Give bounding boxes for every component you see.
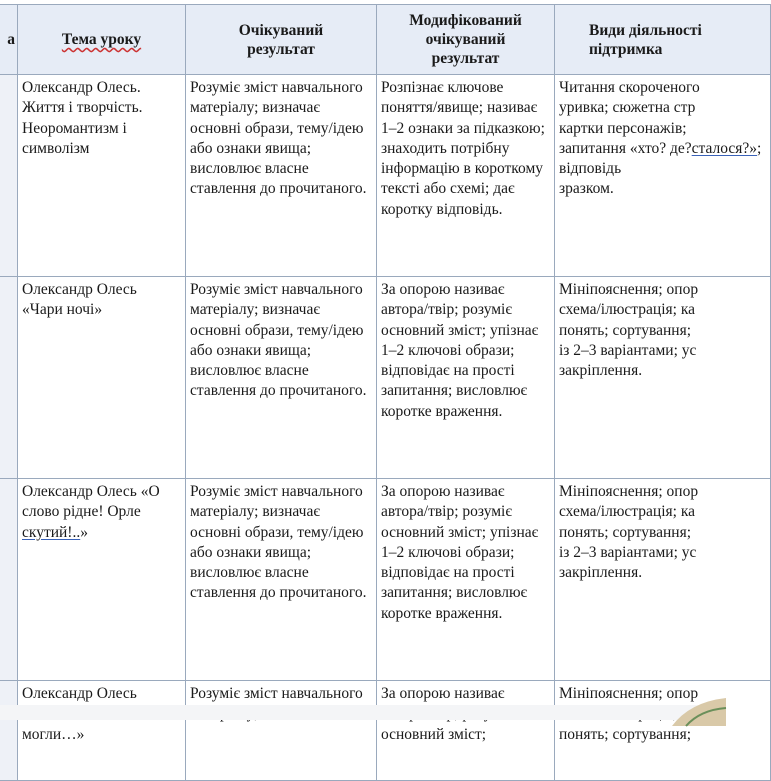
topic-cell: Олександр Олесь. Життя і творчість. Неоромантизм і символізм	[18, 75, 186, 277]
expected-result-cell: Розуміє зміст навчального матеріалу; визначає основні образи, тему/ідею або ознаки явища; висловлює власне ставлення до прочитаного.	[186, 277, 377, 479]
page-bottom-edge	[0, 705, 720, 720]
expected-result-cell: Розуміє зміст навчального	[186, 681, 377, 781]
table-row	[0, 681, 771, 781]
modified-result-cell: Розпізнає ключове поняття/явище; називає 1–2 ознаки за підказкою; знаходить потрібну інформацію в короткому тексті або схемі; дає коротку відповідь.	[377, 75, 555, 277]
expected-result-cell: Розуміє зміст навчального матеріалу; визначає основні образи, тему/ідею або ознаки явища; висловлює власне ставлення до прочитаного.	[186, 75, 377, 277]
lesson-plan-table	[0, 4, 771, 781]
activities-cell: Мініпояснення; опор схема/ілюстрація; ка понять; сортування; із 2–3 варіантами; ус закріплення.	[555, 277, 771, 479]
activities-cell: Мініпояснення; опор схема/ілюстрація; ка понять; сортування; із 2–3 варіантами; ус закріплення.	[555, 479, 771, 681]
header-topic-label: Тема уроку	[61, 31, 142, 48]
table-header-row	[0, 5, 771, 75]
table-row	[0, 479, 771, 681]
header-topic	[18, 5, 186, 75]
topic-cell: Олександр Олесь могли…»	[18, 681, 186, 781]
modified-result-cell: За опорою називає основний зміст;	[377, 681, 555, 781]
table-row	[0, 75, 771, 277]
table-row	[0, 277, 771, 479]
header-number: а	[0, 5, 18, 75]
topic-cell: Олександр Олесь «О слово рідне! Орле скутий!..»	[18, 479, 186, 681]
row-number-cell	[0, 75, 18, 277]
header-expected-result: Очікуваний результат	[186, 5, 377, 75]
corner-decoration-icon	[662, 682, 726, 726]
activities-cell: Мініпояснення; опор понять; сортування;	[555, 681, 771, 781]
modified-result-cell: За опорою називає автора/твір; розуміє основний зміст; упізнає 1–2 ключові образи; відповідає на прості запитання; висловлює коротке враження.	[377, 479, 555, 681]
header-modified-result: Модифікований очікуваний результат	[377, 5, 555, 75]
row-number-cell	[0, 479, 18, 681]
expected-result-cell: Розуміє зміст навчального матеріалу; визначає основні образи, тему/ідею або ознаки явища; висловлює власне ставлення до прочитаного.	[186, 479, 377, 681]
row-number-cell	[0, 681, 18, 781]
topic-cell: Олександр Олесь «Чари ночі»	[18, 277, 186, 479]
modified-result-cell: За опорою називає автора/твір; розуміє основний зміст; упізнає 1–2 ключові образи; відповідає на прості запитання; висловлює коротке враження.	[377, 277, 555, 479]
activities-cell: Читання скороченого уривка; сюжетна стр картки персонажів; запитання «хто? де?сталося?»; відповідь зразком.	[555, 75, 771, 277]
header-activities: Види діяльності підтримка	[555, 5, 771, 75]
row-number-cell	[0, 277, 18, 479]
